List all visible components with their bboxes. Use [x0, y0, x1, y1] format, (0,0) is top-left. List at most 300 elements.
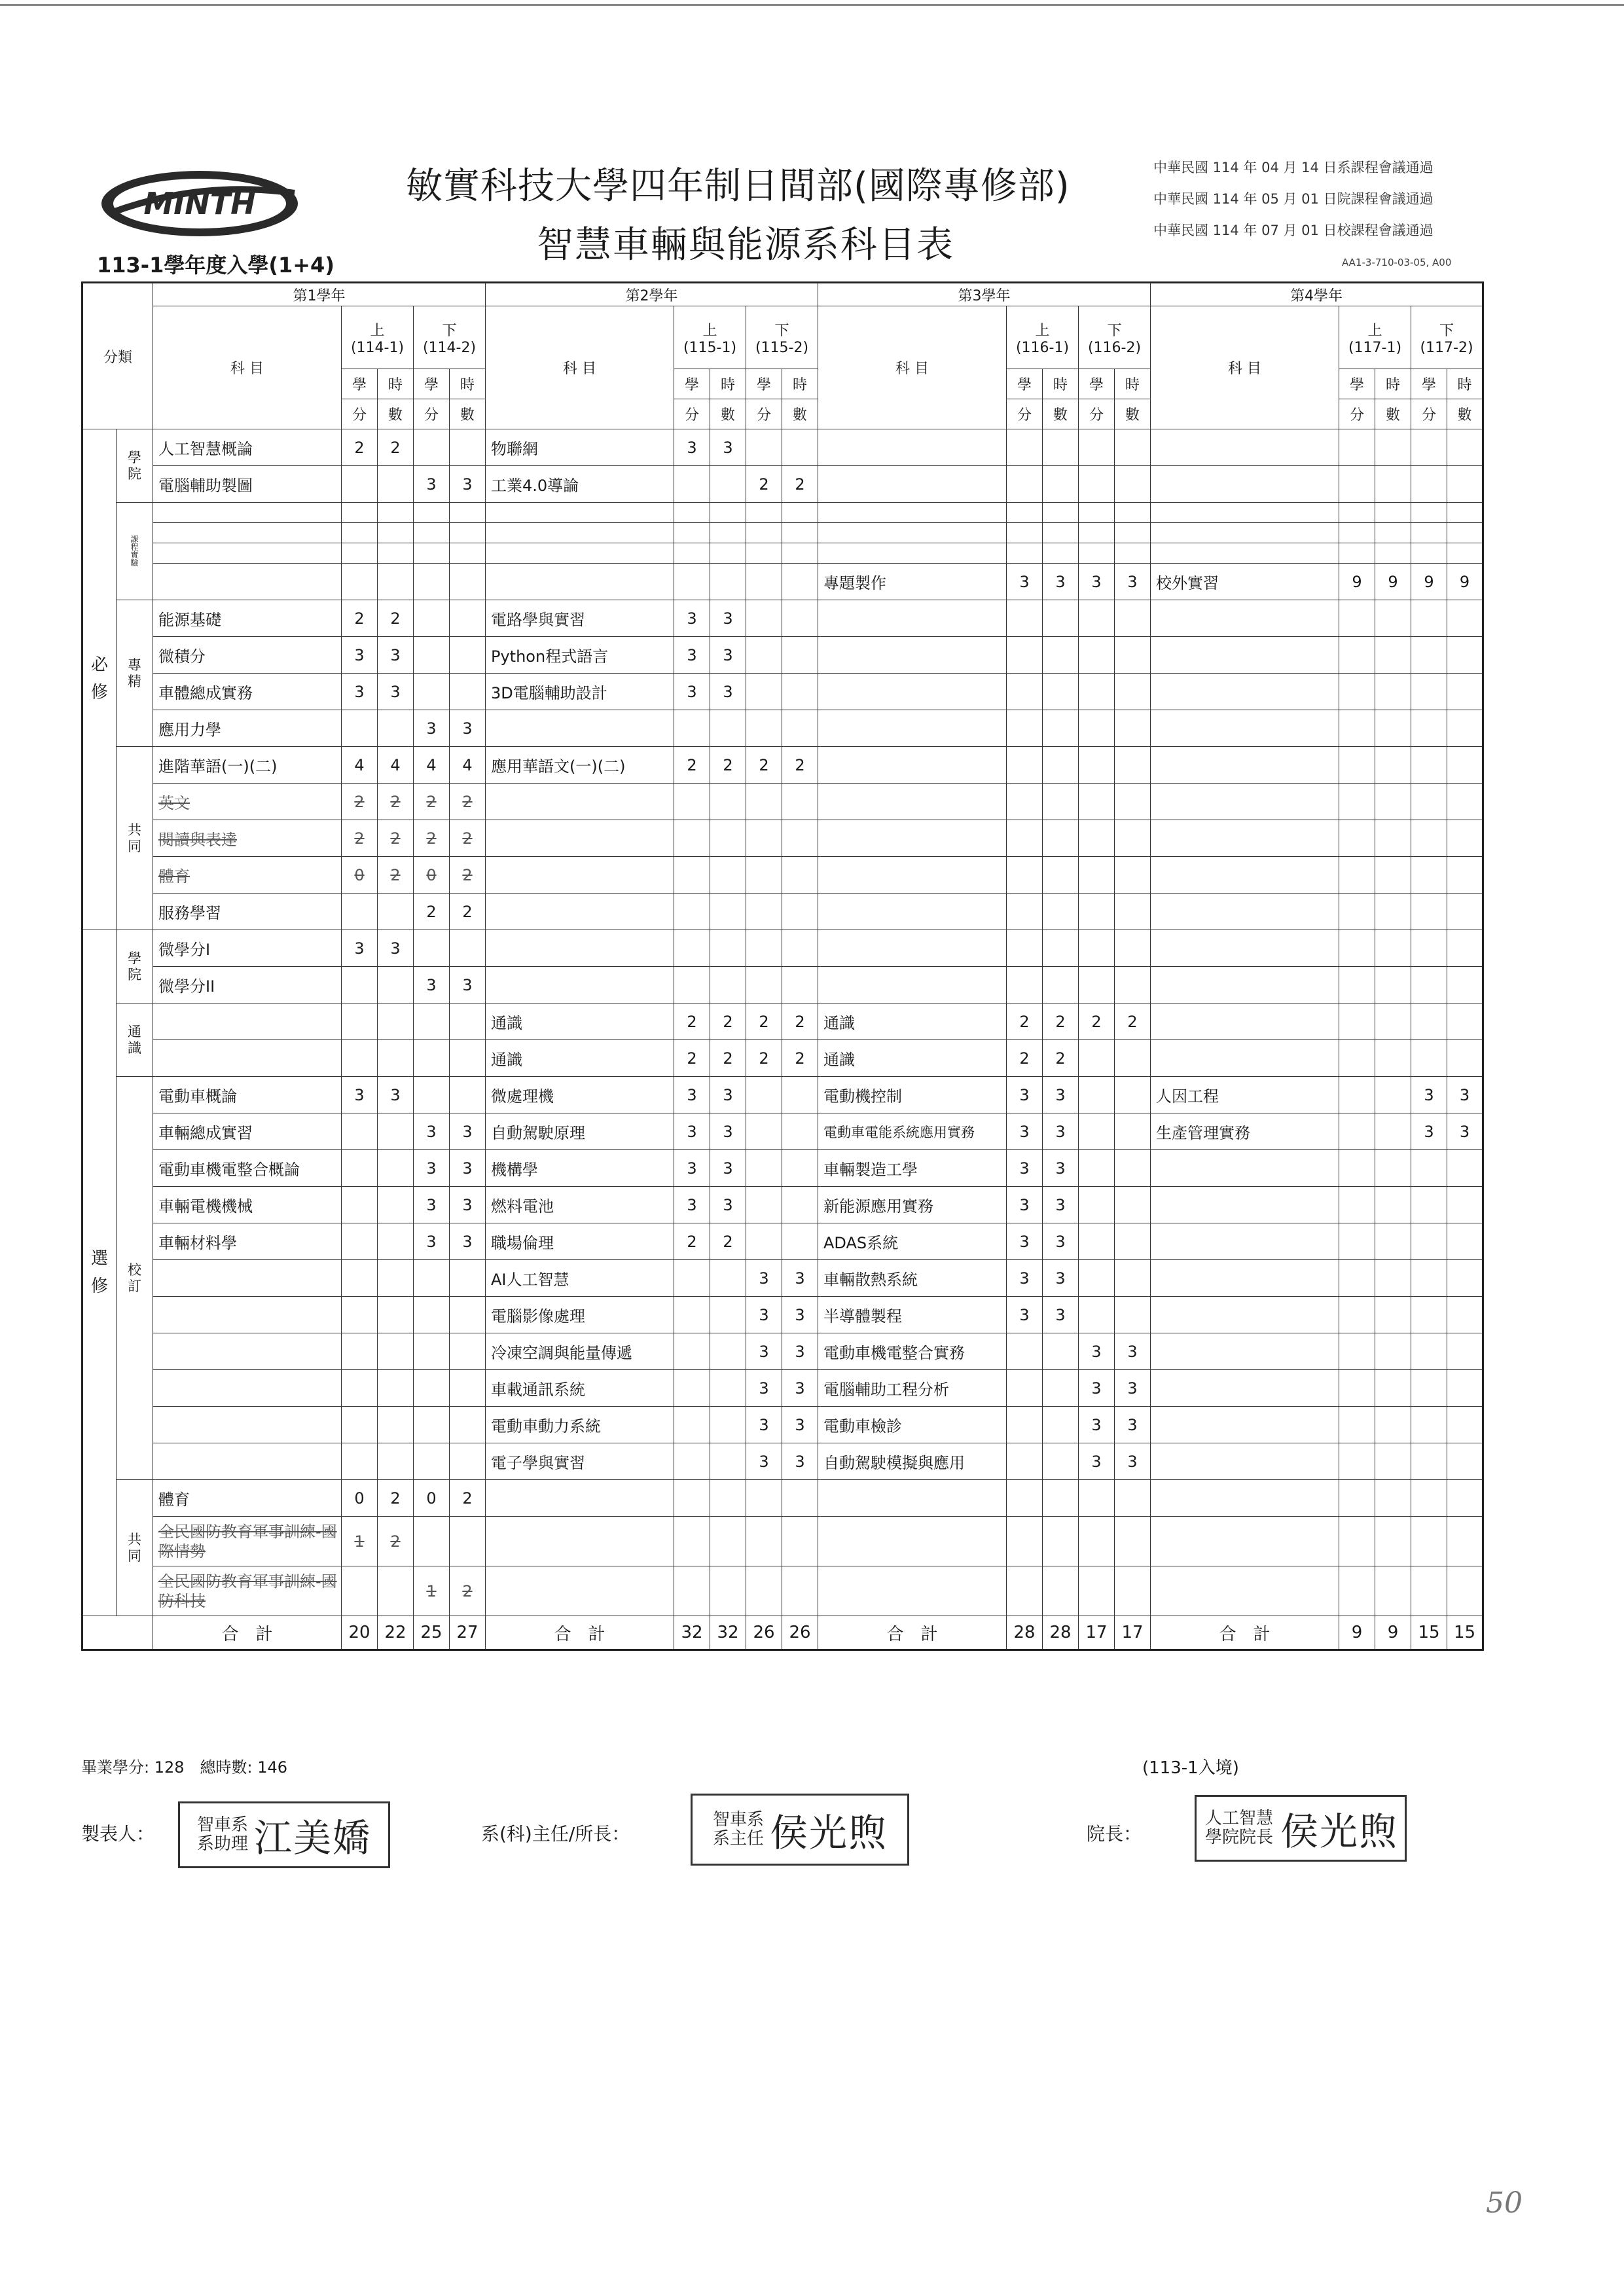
credit-cell: [414, 1333, 450, 1370]
dean-stamp: [1195, 1795, 1407, 1862]
subject-cell: 通識: [486, 1003, 674, 1040]
hours-label: 時: [1043, 369, 1079, 399]
table-row: [82, 857, 1483, 894]
group-school: 校 訂: [117, 1077, 153, 1480]
hours-cell: [1043, 1407, 1079, 1443]
category-header: 分類: [82, 283, 153, 429]
table-row: [82, 1003, 1483, 1040]
credit-cell: [1339, 1297, 1375, 1333]
credit-cell: 2: [414, 820, 450, 857]
hours-cell: 3: [378, 674, 414, 710]
credit-cell: [414, 637, 450, 674]
group-college: 學 院: [117, 429, 153, 503]
subject-cell: [486, 820, 674, 857]
hours-label: 時: [782, 369, 818, 399]
credit-cell: [1079, 674, 1115, 710]
credit-cell: [1339, 523, 1375, 543]
hours-cell: [710, 523, 746, 543]
hours-cell: [1043, 894, 1079, 930]
hours-cell: 2: [710, 1223, 746, 1260]
hours-cell: [1447, 466, 1483, 503]
hours-cell: [710, 1260, 746, 1297]
credit-cell: [342, 1003, 378, 1040]
hours-cell: [1115, 1517, 1151, 1566]
credit-cell: [1411, 466, 1447, 503]
subject-cell: 全民國防教育軍事訓練-國際情勢: [153, 1517, 342, 1566]
credit-label: 分: [342, 399, 378, 429]
table-row: [82, 429, 1483, 466]
credit-cell: [746, 1150, 782, 1187]
credit-cell: 9: [1339, 564, 1375, 600]
hours-cell: [782, 820, 818, 857]
credit-cell: [674, 1480, 710, 1517]
subject-cell: 能源基礎: [153, 600, 342, 637]
hours-cell: [1115, 1150, 1151, 1187]
hours-cell: [1115, 1480, 1151, 1517]
credit-cell: [1411, 429, 1447, 466]
subject-cell: 電腦輔助製圖: [153, 466, 342, 503]
credit-cell: 3: [1411, 1077, 1447, 1113]
subject-cell: 通識: [818, 1003, 1007, 1040]
subject-cell: [818, 674, 1007, 710]
subject-cell: [1151, 429, 1339, 466]
credit-cell: [674, 564, 710, 600]
credit-cell: 2: [414, 894, 450, 930]
subject-cell: 燃料電池: [486, 1187, 674, 1223]
subject-cell: [1151, 1003, 1339, 1040]
credit-cell: [1411, 1370, 1447, 1407]
hours-cell: [1375, 1443, 1411, 1480]
subject-cell: [486, 894, 674, 930]
subject-cell: 電動車概論: [153, 1077, 342, 1113]
credit-cell: 2: [674, 1003, 710, 1040]
credit-cell: [1411, 1297, 1447, 1333]
subject-cell: [1151, 674, 1339, 710]
subject-cell: [818, 543, 1007, 564]
group-college-elective: 學 院: [117, 930, 153, 1003]
credit-cell: [746, 503, 782, 523]
credit-cell: [414, 1443, 450, 1480]
credit-cell: [746, 674, 782, 710]
subject-cell: 微學分I: [153, 930, 342, 967]
hours-cell: 2: [710, 1040, 746, 1077]
hours-cell: 3: [1115, 1443, 1151, 1480]
total-value: 20: [342, 1616, 378, 1650]
hours-cell: [1115, 1040, 1151, 1077]
hours-cell: [378, 967, 414, 1003]
total-value: 15: [1447, 1616, 1483, 1650]
credit-cell: [1079, 967, 1115, 1003]
hours-cell: 3: [710, 600, 746, 637]
table-row: [82, 1517, 1483, 1566]
hours-label: 時: [1115, 369, 1151, 399]
credit-cell: [746, 1113, 782, 1150]
subject-cell: [486, 930, 674, 967]
subject-cell: [153, 1333, 342, 1370]
subject-cell: [818, 967, 1007, 1003]
hours-cell: [782, 1566, 818, 1616]
group-common-elective: 共 同: [117, 1480, 153, 1616]
hours-cell: [1043, 523, 1079, 543]
subject-cell: 車輛電機機械: [153, 1187, 342, 1223]
credit-cell: [1339, 894, 1375, 930]
total-value: 9: [1375, 1616, 1411, 1650]
hours-cell: [1375, 503, 1411, 523]
credit-cell: [746, 1517, 782, 1566]
hours-cell: [450, 930, 486, 967]
hours-cell: 3: [1447, 1077, 1483, 1113]
total-value: 9: [1339, 1616, 1375, 1650]
hours-cell: [1043, 784, 1079, 820]
subject-cell: 車輛散熱系統: [818, 1260, 1007, 1297]
subject-cell: ADAS系統: [818, 1223, 1007, 1260]
hours-cell: [378, 1407, 414, 1443]
hours-cell: [782, 1517, 818, 1566]
hours-cell: 3: [710, 1150, 746, 1187]
hours-cell: 3: [710, 637, 746, 674]
hours-cell: [450, 1040, 486, 1077]
table-row: [82, 1260, 1483, 1297]
credit-cell: [1007, 637, 1043, 674]
hours-cell: [1375, 1297, 1411, 1333]
subject-cell: 電動機控制: [818, 1077, 1007, 1113]
table-row: [82, 1187, 1483, 1223]
hours-cell: 3: [782, 1297, 818, 1333]
credit-cell: [1079, 543, 1115, 564]
hours-cell: 2: [378, 857, 414, 894]
credit-cell: 3: [414, 967, 450, 1003]
hours-cell: [1375, 1260, 1411, 1297]
credit-cell: [1079, 1260, 1115, 1297]
hours-cell: [1115, 1566, 1151, 1616]
subject-cell: 電動車動力系統: [486, 1407, 674, 1443]
hours-cell: [450, 1003, 486, 1040]
hours-label: 數: [1115, 399, 1151, 429]
subject-cell: 進階華語(一)(二): [153, 747, 342, 784]
semester-header: [342, 306, 414, 369]
subject-cell: 全民國防教育軍事訓練-國防科技: [153, 1566, 342, 1616]
totals-spacer: [82, 1616, 153, 1650]
total-label: 合 計: [486, 1616, 674, 1650]
table-row: [82, 930, 1483, 967]
credit-cell: [414, 600, 450, 637]
hours-cell: [378, 1223, 414, 1260]
credit-cell: [1339, 784, 1375, 820]
credit-cell: 3: [674, 1187, 710, 1223]
credit-cell: [1411, 637, 1447, 674]
credit-cell: [1339, 1187, 1375, 1223]
credit-cell: 3: [1079, 1443, 1115, 1480]
subject-cell: 電腦輔助工程分析: [818, 1370, 1007, 1407]
subject-cell: 車輛材料學: [153, 1223, 342, 1260]
hours-cell: [1375, 1003, 1411, 1040]
credit-cell: 0: [342, 857, 378, 894]
table-row: [82, 1333, 1483, 1370]
credit-cell: [1079, 429, 1115, 466]
hours-cell: [782, 1223, 818, 1260]
credit-cell: 2: [674, 747, 710, 784]
hours-cell: [1115, 1187, 1151, 1223]
credit-cell: 4: [414, 747, 450, 784]
subject-cell: [486, 1517, 674, 1566]
hours-cell: [450, 429, 486, 466]
credit-cell: [674, 543, 710, 564]
credit-cell: [674, 1260, 710, 1297]
credit-cell: [342, 1223, 378, 1260]
hours-cell: 3: [450, 1223, 486, 1260]
hours-label: 數: [782, 399, 818, 429]
hours-cell: [782, 564, 818, 600]
credit-cell: [1339, 1517, 1375, 1566]
credit-cell: [1079, 894, 1115, 930]
credit-cell: [414, 1297, 450, 1333]
credit-cell: 3: [674, 1077, 710, 1113]
credit-cell: 3: [342, 637, 378, 674]
hours-cell: [378, 1297, 414, 1333]
subject-cell: 電動車機電整合實務: [818, 1333, 1007, 1370]
credit-cell: 3: [674, 637, 710, 674]
subject-header: 科 目: [153, 306, 342, 429]
credit-cell: 2: [746, 466, 782, 503]
table-row: [82, 543, 1483, 564]
page-title-line1: 敏實科技大學四年制日間部(國際專修部): [406, 165, 1070, 208]
hours-label: 數: [378, 399, 414, 429]
hours-cell: [710, 857, 746, 894]
credit-cell: [1007, 784, 1043, 820]
hours-cell: 3: [1043, 564, 1079, 600]
hours-label: 數: [1043, 399, 1079, 429]
subject-cell: Python程式語言: [486, 637, 674, 674]
hours-cell: [1375, 1480, 1411, 1517]
subject-cell: [486, 1566, 674, 1616]
subject-cell: [153, 1297, 342, 1333]
credit-cell: [414, 429, 450, 466]
total-value: 26: [746, 1616, 782, 1650]
credit-cell: [1411, 894, 1447, 930]
credit-cell: [1079, 1297, 1115, 1333]
credit-cell: 3: [746, 1443, 782, 1480]
subject-cell: [153, 523, 342, 543]
credit-cell: [1411, 674, 1447, 710]
hours-cell: [1375, 600, 1411, 637]
table-row: [82, 674, 1483, 710]
hours-cell: [782, 1150, 818, 1187]
credit-cell: [1411, 1566, 1447, 1616]
hours-cell: [450, 1407, 486, 1443]
hours-cell: 2: [450, 894, 486, 930]
credit-cell: [1339, 1150, 1375, 1187]
subject-cell: [818, 429, 1007, 466]
credit-cell: 2: [414, 784, 450, 820]
approval-line-3: 中華民國 114 年 07 月 01 日校課程會議通過: [1153, 223, 1434, 238]
credit-label: 分: [674, 399, 710, 429]
subject-cell: 應用力學: [153, 710, 342, 747]
credit-cell: [1079, 600, 1115, 637]
hours-cell: [378, 543, 414, 564]
hours-cell: [710, 784, 746, 820]
hours-cell: [1043, 1517, 1079, 1566]
table-row: [82, 894, 1483, 930]
hours-cell: [710, 1333, 746, 1370]
hours-cell: [1043, 1370, 1079, 1407]
subject-cell: 微學分II: [153, 967, 342, 1003]
hours-cell: 3: [1043, 1077, 1079, 1113]
semester-lower-label: 下: [1439, 322, 1454, 339]
subject-cell: [1151, 637, 1339, 674]
hours-cell: [710, 967, 746, 1003]
hours-cell: [1043, 820, 1079, 857]
hours-cell: 2: [450, 857, 486, 894]
credit-cell: 3: [674, 1150, 710, 1187]
hours-cell: 3: [1043, 1297, 1079, 1333]
credit-cell: [674, 1370, 710, 1407]
subject-cell: [1151, 967, 1339, 1003]
subject-cell: [1151, 1370, 1339, 1407]
credit-cell: [342, 1187, 378, 1223]
subject-cell: AI人工智慧: [486, 1260, 674, 1297]
hours-cell: [1115, 820, 1151, 857]
hours-cell: [1115, 600, 1151, 637]
credit-cell: 2: [342, 820, 378, 857]
maker-label: 製表人：: [81, 1823, 155, 1845]
hours-cell: [1447, 1443, 1483, 1480]
hours-cell: [378, 1333, 414, 1370]
subject-cell: 新能源應用實務: [818, 1187, 1007, 1223]
credit-cell: [342, 523, 378, 543]
credit-cell: [746, 967, 782, 1003]
subject-cell: [486, 503, 674, 523]
hours-cell: [782, 1113, 818, 1150]
credit-label: 學: [1079, 369, 1115, 399]
credit-cell: 3: [1079, 1407, 1115, 1443]
credit-cell: [342, 564, 378, 600]
hours-cell: [710, 820, 746, 857]
hours-cell: [1447, 637, 1483, 674]
hours-cell: 3: [1115, 564, 1151, 600]
hours-cell: [710, 1370, 746, 1407]
hours-cell: 3: [450, 1113, 486, 1150]
credit-cell: 3: [414, 1150, 450, 1187]
hours-cell: [1375, 674, 1411, 710]
hours-cell: [1447, 543, 1483, 564]
hours-cell: [710, 1443, 746, 1480]
hours-cell: [1447, 710, 1483, 747]
subject-cell: 人因工程: [1151, 1077, 1339, 1113]
hours-cell: [1043, 857, 1079, 894]
group-course-experiment: 課 程 實 驗: [117, 503, 153, 600]
hours-cell: 3: [710, 429, 746, 466]
hours-cell: 2: [710, 1003, 746, 1040]
hours-cell: [1375, 637, 1411, 674]
hours-cell: [1043, 466, 1079, 503]
credit-cell: [1411, 1407, 1447, 1443]
hours-cell: [1447, 1480, 1483, 1517]
credit-cell: [1339, 1566, 1375, 1616]
hours-cell: [378, 1040, 414, 1077]
hours-cell: [378, 1003, 414, 1040]
credit-label: 學: [414, 369, 450, 399]
credit-cell: [414, 930, 450, 967]
credit-cell: [414, 1077, 450, 1113]
hours-cell: 3: [450, 1187, 486, 1223]
subject-cell: 自動駕駛模擬與應用: [818, 1443, 1007, 1480]
hours-cell: [710, 930, 746, 967]
hours-cell: [1043, 710, 1079, 747]
credit-cell: [1079, 820, 1115, 857]
credit-cell: 3: [746, 1407, 782, 1443]
subject-cell: [486, 523, 674, 543]
table-row: [82, 1040, 1483, 1077]
credit-cell: 3: [674, 600, 710, 637]
credit-cell: 3: [414, 1223, 450, 1260]
credit-cell: 2: [746, 747, 782, 784]
graduation-requirements: 畢業學分: 128 總時數: 146: [81, 1758, 288, 1777]
hours-cell: [710, 503, 746, 523]
credit-cell: [342, 1566, 378, 1616]
subject-cell: 職場倫理: [486, 1223, 674, 1260]
hours-cell: [1375, 523, 1411, 543]
credit-cell: [1007, 466, 1043, 503]
credit-cell: [1411, 710, 1447, 747]
hours-cell: [1043, 600, 1079, 637]
hours-cell: [1375, 894, 1411, 930]
subject-cell: 通識: [486, 1040, 674, 1077]
subject-cell: 3D電腦輔助設計: [486, 674, 674, 710]
hours-cell: 3: [1447, 1113, 1483, 1150]
hours-cell: 3: [1115, 1370, 1151, 1407]
subject-cell: [1151, 747, 1339, 784]
dean-stamp-name: 侯光煦: [1280, 1809, 1398, 1854]
subject-cell: [1151, 1443, 1339, 1480]
subject-cell: 校外實習: [1151, 564, 1339, 600]
credit-cell: [746, 1077, 782, 1113]
hours-cell: [1447, 1150, 1483, 1187]
credit-cell: [1339, 674, 1375, 710]
subject-cell: [1151, 600, 1339, 637]
hours-cell: [782, 600, 818, 637]
hours-cell: 3: [782, 1407, 818, 1443]
subject-cell: [1151, 784, 1339, 820]
hours-cell: 3: [450, 1150, 486, 1187]
hours-cell: 2: [782, 466, 818, 503]
hours-cell: [1115, 930, 1151, 967]
hours-cell: 3: [782, 1443, 818, 1480]
credit-cell: [342, 1297, 378, 1333]
credit-cell: [1339, 637, 1375, 674]
subject-cell: [1151, 543, 1339, 564]
credit-cell: [1411, 747, 1447, 784]
semester-upper-label: 上: [370, 322, 385, 339]
hours-cell: [450, 543, 486, 564]
credit-cell: 2: [342, 784, 378, 820]
hours-cell: [1447, 503, 1483, 523]
subject-cell: 電子學與實習: [486, 1443, 674, 1480]
semester-code: (115-1): [683, 339, 737, 356]
subject-cell: [486, 710, 674, 747]
hours-cell: [1447, 857, 1483, 894]
table-row: [82, 1443, 1483, 1480]
credit-cell: [414, 1040, 450, 1077]
hours-cell: [1447, 1297, 1483, 1333]
subject-cell: 英文: [153, 784, 342, 820]
chair-stamp-name: 侯光煦: [769, 1811, 888, 1855]
hours-cell: [1115, 1260, 1151, 1297]
hours-cell: [782, 1077, 818, 1113]
subject-cell: [1151, 1187, 1339, 1223]
credit-cell: [746, 637, 782, 674]
hours-cell: [1375, 543, 1411, 564]
subject-cell: [1151, 930, 1339, 967]
